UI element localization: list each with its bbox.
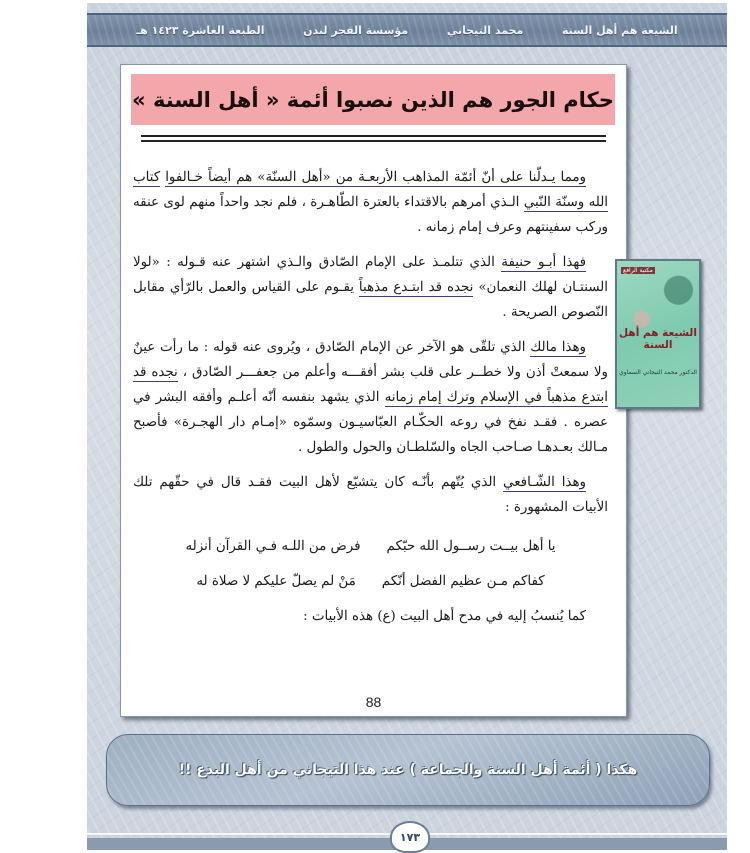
paragraph-text: يقـوم على القياس والعمل بالرّأي مقابل النّصوص الصريحة . <box>133 280 608 320</box>
paragraph-3 <box>133 335 608 460</box>
underlined-phrase: نجده قد ابتـدع مذهباً <box>358 280 474 295</box>
closing-line: كما يُنسبُ إليه في مدح أهل البيت (ع) هذه الأبيات : <box>303 609 586 624</box>
title-rule-bottom <box>141 140 606 142</box>
underlined-phrase: كتاب الله وسنّة النّبي <box>133 170 609 210</box>
paragraph-text: الذي يُتّهم بأنّـه كان يتشيّع لأهل البيت فقـد قال في حقّهم تلك الأبيات المشهورة : <box>133 475 608 515</box>
chapter-title-box <box>131 74 615 125</box>
book-publisher-tag: مكتبة الرافع <box>623 267 653 274</box>
caption-banner <box>106 734 710 806</box>
book-cover-author: الدكتور محمد التيجاني السماوي <box>619 369 697 376</box>
underlined-phrase: نجده قد ابتدع مذهباً في الإسلام وترك إمام زمانه <box>133 365 608 405</box>
header-edition: الطبعة العاشرة ١٤٢٣ هـ <box>136 23 265 37</box>
verse-second-hemistich: مَنْ لم يصلّ عليكم لا صلاة له <box>196 574 356 589</box>
poem-verse <box>133 569 608 594</box>
body-text <box>133 165 608 639</box>
title-rule-top <box>141 135 606 137</box>
paragraph-text: الذي تلقّى هو الآخر عن الإمام الصّادق ، ويُروى عنه قوله : ما رأت عينٌ ولا سمعتْ أذن ولا خطــر على قلب بشر أفقـــه وأعلم من جعفـــر الصّادق ، <box>133 340 608 380</box>
book-cover-image <box>615 259 701 409</box>
caption-text: هكذا ( أئمة أهل السنة والجماعة ) عند هذا التيجاني من أهل البدع !! <box>178 762 638 778</box>
folio-badge <box>390 821 430 853</box>
verse-first-hemistich: كفاكم مـن عظيم الفضل أنّكم <box>381 574 545 589</box>
verse-first-hemistich: يا أهل بيــت رســول الله حبّكم <box>386 539 556 554</box>
book-cover-title: الشيعة هم أهل السنة <box>619 327 697 351</box>
paragraph-4 <box>133 470 608 520</box>
running-header <box>87 13 727 47</box>
underlined-phrase: وهذا الشّـافعي <box>503 475 586 490</box>
header-book-title: الشيعة هم أهل السنة <box>561 23 678 37</box>
poem <box>133 534 608 594</box>
page-frame <box>87 3 727 850</box>
header-publisher: مؤسسة الفجر لندن <box>303 23 409 37</box>
paragraph-text: الذي يشهد بنفسه أنّه أعلـم وأفقه البشر في عصره . فقـد نفخ في روعه الحكّـام العبّاسيـون وسمّوه «إمـام دار الهجـرة» فأصبح مـالك بعـدهـا صـاحب الجاه والسّلطـان والحول والطول . <box>133 390 608 455</box>
poem-verse <box>133 534 608 559</box>
chapter-title: حكام الجور هم الذين نصبوا أئمة « أهل السنة » <box>132 87 614 112</box>
page-number: 88 <box>365 694 382 710</box>
folio-number: ١٧٣ <box>399 830 421 844</box>
paragraph-text: الذي تتلمـذ على الإمام الصّادق والـذي اشتهر عنه قـوله : «لولا السنتـان لهلك النعمان» <box>133 255 608 295</box>
paragraph-1 <box>133 165 608 240</box>
verse-second-hemistich: فرض من اللـه فـي القرآن أنزله <box>185 539 361 554</box>
underlined-phrase: وهذا مالك <box>530 340 586 355</box>
header-author: محمد التيجاني <box>446 23 524 37</box>
paragraph-text: الـذي أمرهم بالاقتداء بالعترة الطّاهـرة ، فلم نجد واحداً منهم لوى عنقه وركب سفينتهم وعرف إمام زمانه . <box>133 195 608 235</box>
underlined-phrase: فهذا أبـو حنيفة <box>501 255 586 270</box>
underlined-phrase: ومما يـدلّنا على أنّ أئمّة المذاهب الأربعـة من «أهل السنّة» هم أيضاً خـالفوا <box>165 170 586 185</box>
scanned-page <box>120 64 627 717</box>
paragraph-2 <box>133 250 608 325</box>
